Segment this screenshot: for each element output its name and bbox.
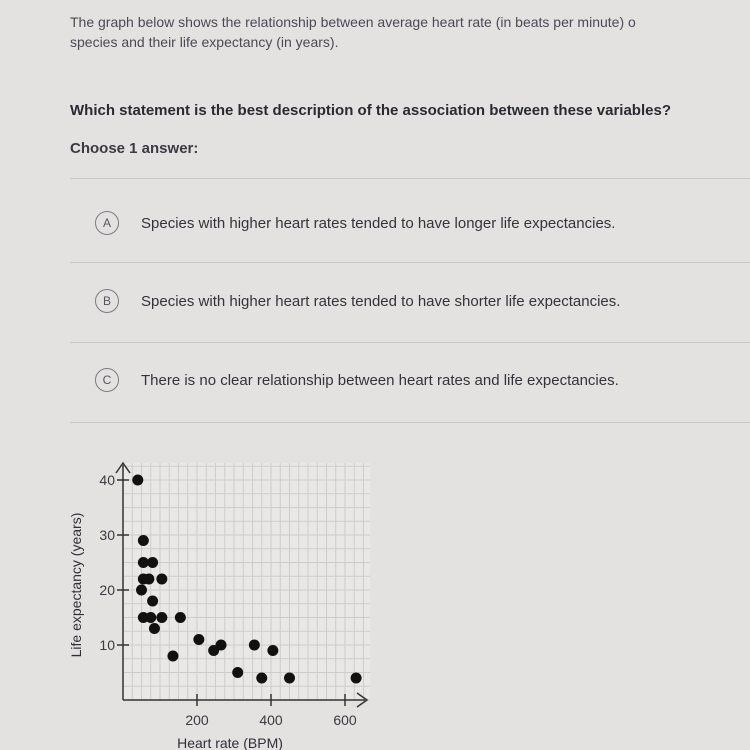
data-point: [175, 612, 186, 623]
data-point: [156, 612, 167, 623]
data-point: [145, 612, 156, 623]
option-letter-badge: C: [95, 368, 119, 392]
y-tick-label: 20: [99, 582, 115, 598]
x-tick-label: 200: [185, 712, 209, 728]
data-point: [232, 667, 243, 678]
intro-line-2: species and their life expectancy (in years).: [70, 34, 339, 50]
option-text: Species with higher heart rates tended to have longer life expectancies.: [141, 214, 616, 232]
data-point: [147, 596, 158, 607]
data-point: [156, 574, 167, 585]
data-point: [147, 557, 158, 568]
y-tick-label: 30: [99, 527, 115, 543]
data-point: [136, 585, 147, 596]
data-point: [149, 623, 160, 634]
y-axis-label: Life expectancy (years): [68, 512, 84, 658]
question-prompt: Which statement is the best description of the association between these variables?: [70, 102, 671, 119]
data-point: [216, 640, 227, 651]
option-text: There is no clear relationship between heart rates and life expectancies.: [141, 371, 619, 389]
y-tick-label: 40: [99, 472, 115, 488]
intro-line-1: The graph below shows the relationship between average heart rate (in beats per minute) o: [70, 14, 636, 30]
x-tick-label: 400: [259, 712, 283, 728]
data-point: [138, 535, 149, 546]
x-axis-label: Heart rate (BPM): [177, 735, 283, 750]
y-tick-label: 10: [99, 637, 115, 653]
data-point: [167, 651, 178, 662]
option-text: Species with higher heart rates tended to have shorter life expectancies.: [141, 292, 621, 310]
option-letter-badge: A: [95, 211, 119, 235]
data-point: [284, 673, 295, 684]
data-point: [193, 634, 204, 645]
x-tick-label: 600: [333, 712, 357, 728]
data-point: [351, 673, 362, 684]
choose-label: Choose 1 answer:: [70, 140, 199, 157]
data-point: [249, 640, 260, 651]
data-point: [256, 673, 267, 684]
data-point: [143, 574, 154, 585]
option-letter-badge: B: [95, 289, 119, 313]
data-point: [132, 475, 143, 486]
data-point: [267, 645, 278, 656]
